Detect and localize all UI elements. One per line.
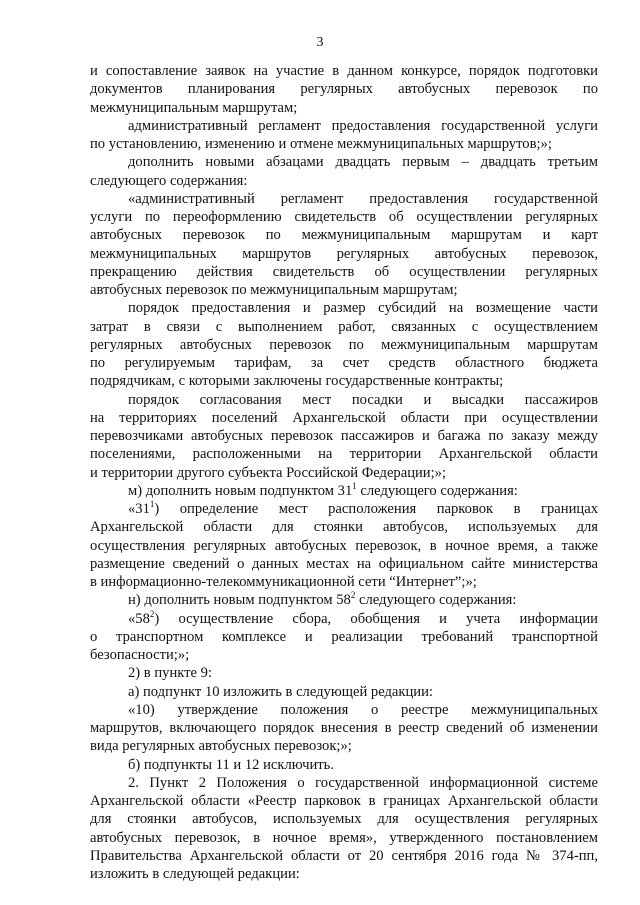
text-line-content: «58 [128,610,150,627]
text-line [90,99,598,117]
text-line-content: Архангельской области «Реестр парковок в границах Архангельской области [90,793,598,809]
text-line [90,664,598,682]
text-line [90,555,598,573]
text-line [90,610,598,628]
text-line [90,482,598,500]
text-line [90,208,598,226]
text-line-content: по установлению, изменению и отмене межмуниципальных маршрутов;»; [90,136,552,152]
text-line [90,719,598,737]
text-line-content: автобусных перевозок по межмуниципальным маршрутам; [90,282,458,298]
text-line-content: а) подпункт 10 изложить в следующей редакции: [128,683,433,700]
text-line-continuation: ) осуществление сбора, обобщения и учета информации [154,610,598,627]
text-line-content: межмуниципальных маршрутов регулярных автобусных перевозок, [90,245,598,262]
page-number: 3 [316,35,324,50]
text-line-continuation: ) определение мест расположения парковок в границах [154,501,598,517]
text-line [90,318,598,336]
text-line-content: размещение сведений о данных местах на официальном сайте министерства [90,555,598,572]
text-line-content: осуществления регулярных автобусных перевозок, в ночное время, а также [90,537,598,554]
text-line [90,226,598,244]
text-line [90,829,598,847]
text-line [90,737,598,755]
text-line-content: регулярных автобусных перевозок по межмуниципальным маршрутам [90,336,598,353]
text-line [90,756,598,774]
text-line-content: автобусных перевозок, в ночное время», утвержденного постановлением [90,829,598,846]
text-line [90,372,598,390]
text-line-content: затрат в связи с выполнением работ, связанных с осуществлением [90,318,598,335]
text-line-content: дополнить новыми абзацами двадцать первым – двадцать третьим [128,154,598,171]
text-line-content: по регулируемым тарифам, за счет средств областного бюджета [90,355,598,371]
superscript-index: 1 [352,480,357,491]
text-line-content: порядок предоставления и размер субсидий на возмещение части [128,300,598,317]
text-line [90,774,598,792]
text-line-content: о транспортном комплексе и реализации требований транспортной [90,628,598,645]
text-line-content: 2. Пункт 2 Положения о государственной информационной системе [128,774,598,791]
text-line [90,299,598,317]
text-line [90,427,598,445]
text-line-content: в информационно-телекоммуникационной сети “Интернет”;»; [90,574,477,590]
text-line [90,445,598,463]
text-line [90,409,598,427]
text-line-content: подрядчикам, с которыми заключены государственные контракты; [90,373,504,390]
text-line [90,500,598,518]
text-line [90,464,598,482]
text-line-content: прекращению действия свидетельств об осуществлении регулярных [90,263,598,280]
text-line-content: н) дополнить новым подпунктом 58 [128,592,351,609]
superscript-index: 1 [149,499,155,510]
text-line-content: 2) в пункте 9: [128,665,213,682]
text-line-content: услуги по переоформлению свидетельств об осуществлении регулярных [90,209,598,225]
text-line-content: и сопоставление заявок на участие в данном конкурсе, порядок подготовки [90,63,598,79]
text-line [90,537,598,555]
text-line-content: административный регламент предоставления государственной услуги [128,117,598,134]
text-line-continuation: следующего содержания: [356,482,518,499]
text-line [90,518,598,536]
text-line [90,573,598,591]
text-line [90,62,598,80]
text-line [90,153,598,171]
text-line [90,135,598,153]
text-line-content: автобусных перевозок по межмуниципальным маршрутам и карт [90,227,598,244]
text-line-continuation: следующего содержания: [355,592,517,609]
text-line-content: документов планирования регулярных автобусных перевозок по [90,81,598,98]
text-line [90,810,598,828]
text-line [90,683,598,701]
text-line-content: «31 [128,501,150,517]
text-line-content: б) подпункты 11 и 12 исключить. [128,756,334,773]
text-line [90,245,598,263]
text-line [90,591,598,609]
text-line [90,117,598,135]
text-line [90,391,598,409]
text-line-content: Правительства Архангельской области от 20 сентября 2016 года № 374-пп, [90,847,598,864]
text-line-content: перевозчиками автобусных перевозок пассажиров и багажа по заказу между [90,428,598,444]
text-line [90,336,598,354]
superscript-index: 2 [350,590,356,601]
text-line [90,80,598,98]
text-line [90,281,598,299]
document-body [90,62,598,883]
text-line-content: и территории другого субъекта Российской Федерации;»; [90,464,447,481]
text-line-content: «10) утверждение положения о реестре межмуниципальных [128,701,598,718]
text-line [90,263,598,281]
text-line-content: следующего содержания: [90,172,248,189]
text-line-content: на территориях поселений Архангельской области при осуществлении [90,409,598,426]
superscript-index: 2 [149,608,155,619]
text-line-content: м) дополнить новым подпунктом 31 [128,482,353,499]
text-line [90,628,598,646]
text-line-content: межмуниципальным маршрутам; [90,99,298,116]
text-line-content: изложить в следующей редакции: [90,866,300,882]
text-line-content: Архангельской области для стоянки автобусов, используемых для [90,519,598,536]
text-line-content: поселениями, расположенными на территории Архангельской области [90,446,598,463]
text-line [90,792,598,810]
text-line [90,646,598,664]
text-line [90,354,598,372]
text-line-content: порядок согласования мест посадки и высадки пассажиров [128,391,598,408]
text-line-content: вида регулярных автобусных перевозок;»; [90,738,352,755]
text-line-content: маршрутов, включающего порядок внесения в реестр сведений об изменении [90,720,598,736]
text-line-content: «административный регламент предоставления государственной [128,190,598,207]
text-line-content: для стоянки автобусов, используемых для осуществления регулярных [90,811,598,828]
text-line [90,701,598,719]
text-line [90,865,598,883]
text-line [90,847,598,865]
text-line [90,172,598,190]
text-line-content: безопасности;»; [90,647,190,663]
text-line [90,190,598,208]
